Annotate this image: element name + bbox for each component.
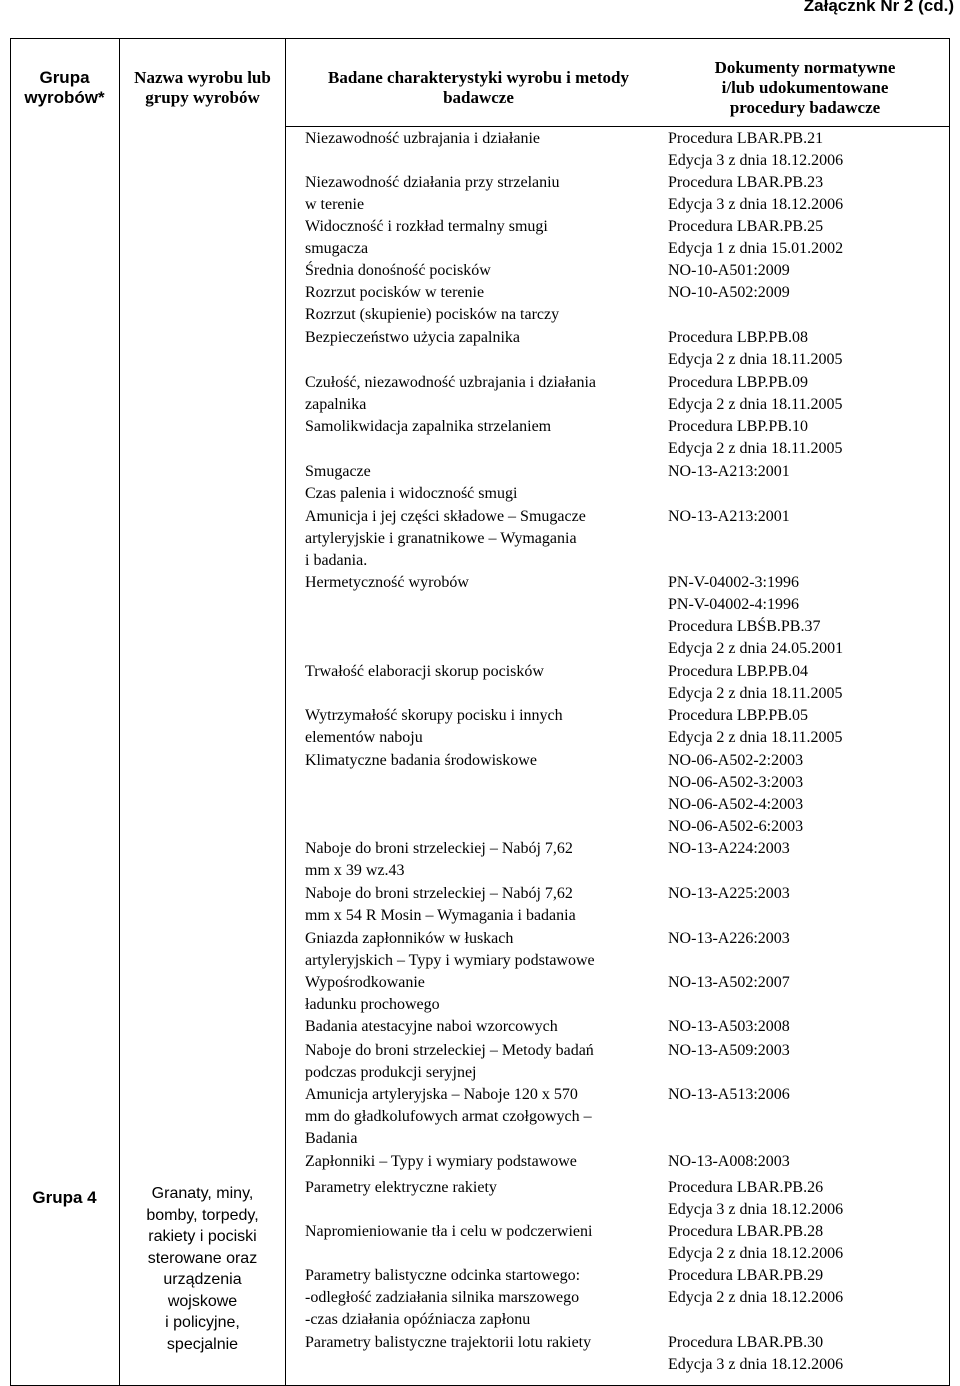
row-characteristic: Hermetyczność wyrobów: [305, 574, 469, 591]
product-name: Granaty, miny, bomby, torpedy, rakiety i pociski sterowane oraz urządzenia wojskowe i policyjne, specjalnie: [146, 1185, 259, 1353]
row-characteristic: Amunicja artyleryjska – Naboje 120 x 570 mm do gładkolufowych armat czołgowych – Badania: [305, 1086, 592, 1147]
row-documents: Procedura LBP.PB.04 Edycja 2 z dnia 18.11.2005: [668, 663, 843, 702]
row-characteristic: Zapłonniki – Typy i wymiary podstawowe: [305, 1153, 577, 1170]
row-documents: NO-13-A225:2003: [668, 885, 790, 902]
row-documents: Procedura LBP.PB.05 Edycja 2 z dnia 18.11.2005: [668, 707, 843, 746]
row-documents: Procedura LBAR.PB.26 Edycja 3 z dnia 18.12.2006: [668, 1179, 844, 1218]
row-documents: Procedura LBAR.PB.28 Edycja 2 z dnia 18.12.2006: [668, 1223, 844, 1262]
row-characteristic: Widoczność i rozkład termalny smugi smugacza: [305, 218, 548, 257]
row-characteristic: Czułość, niezawodność uzbrajania i działania zapalnika: [305, 374, 596, 413]
row-characteristic: Naboje do broni strzeleckiej – Metody badań podczas produkcji seryjnej: [305, 1042, 594, 1081]
row-characteristic: Parametry balistyczne odcinka startowego: -odległość zadziałania silnika marszowego -czas działania opóźniacza zapłonu: [305, 1267, 581, 1328]
row-characteristic: Badania atestacyjne naboi wzorcowych: [305, 1018, 558, 1035]
row-characteristic: Parametry elektryczne rakiety: [305, 1179, 497, 1196]
row-documents: Procedura LBP.PB.09 Edycja 2 z dnia 18.11.2005: [668, 374, 843, 413]
row-documents: NO-13-A008:2003: [668, 1153, 790, 1170]
row-characteristic: Parametry balistyczne trajektorii lotu rakiety: [305, 1334, 592, 1351]
header-group: Grupa wyrobów*: [24, 68, 105, 107]
row-characteristic: Bezpieczeństwo użycia zapalnika: [305, 329, 520, 346]
row-documents: PN-V-04002-3:1996 PN-V-04002-4:1996 Procedura LBŚB.PB.37 Edycja 2 z dnia 24.05.2001: [668, 574, 844, 657]
row-characteristic: Trwałość elaboracji skorup pocisków: [305, 663, 544, 680]
row-characteristic: Niezawodność działania przy strzelaniu w terenie: [305, 174, 560, 213]
row-documents: NO-10-A501:2009 NO-10-A502:2009: [668, 262, 790, 301]
row-characteristic: Gniazda zapłonników w łuskach artyleryjskich – Typy i wymiary podstawowe: [305, 930, 595, 969]
row-characteristic: Wytrzymałość skorupy pocisku i innych elementów naboju: [305, 707, 563, 746]
group-name: Grupa 4: [32, 1188, 97, 1207]
row-documents: NO-06-A502-2:2003 NO-06-A502-3:2003 NO-06-A502-4:2003 NO-06-A502-6:2003: [668, 752, 804, 835]
row-documents: NO-13-A502:2007: [668, 974, 790, 991]
column-divider: [285, 38, 286, 1386]
row-characteristic: Niezawodność uzbrajania i działanie: [305, 130, 540, 147]
row-documents: NO-13-A226:2003: [668, 930, 790, 947]
row-documents: NO-13-A513:2006: [668, 1086, 790, 1103]
header-product: Nazwa wyrobu lub grupy wyrobów: [134, 68, 271, 107]
row-documents: Procedura LBAR.PB.29 Edycja 2 z dnia 18.12.2006: [668, 1267, 844, 1306]
row-documents: Procedura LBAR.PB.21 Edycja 3 z dnia 18.12.2006: [668, 130, 844, 169]
row-documents: NO-13-A213:2001: [668, 508, 790, 525]
row-characteristic: Klimatyczne badania środowiskowe: [305, 752, 537, 769]
header-documents: Dokumenty normatywne i/lub udokumentowane procedury badawcze: [714, 58, 896, 117]
attachment-label: Załącznk Nr 2 (cd.): [803, 0, 954, 15]
row-characteristic: Smugacze Czas palenia i widoczność smugi: [305, 463, 518, 502]
row-characteristic: Napromieniowanie tła i celu w podczerwieni: [305, 1223, 593, 1240]
row-documents: Procedura LBP.PB.10 Edycja 2 z dnia 18.11.2005: [668, 418, 843, 457]
row-documents: NO-13-A224:2003: [668, 840, 790, 857]
row-documents: NO-13-A213:2001: [668, 463, 790, 480]
header-characteristics: Badane charakterystyki wyrobu i metody badawcze: [328, 68, 629, 107]
row-characteristic: Naboje do broni strzeleckiej – Nabój 7,62 mm x 54 R Mosin – Wymagania i badania: [305, 885, 576, 924]
row-documents: Procedura LBAR.PB.25 Edycja 1 z dnia 15.01.2002: [668, 218, 844, 257]
row-characteristic: Wypośrodkowanie ładunku prochowego: [305, 974, 440, 1013]
row-documents: Procedura LBAR.PB.30 Edycja 3 z dnia 18.12.2006: [668, 1334, 844, 1373]
row-documents: Procedura LBAR.PB.23 Edycja 3 z dnia 18.12.2006: [668, 174, 844, 213]
row-documents: Procedura LBP.PB.08 Edycja 2 z dnia 18.11.2005: [668, 329, 843, 368]
row-characteristic: Średnia donośność pocisków Rozrzut pocisków w terenie Rozrzut (skupienie) pocisków na tarczy: [305, 262, 560, 323]
row-characteristic: Samolikwidacja zapalnika strzelaniem: [305, 418, 552, 435]
row-documents: NO-13-A503:2008: [668, 1018, 790, 1035]
row-characteristic: Naboje do broni strzeleckiej – Nabój 7,62 mm x 39 wz.43: [305, 840, 573, 879]
row-documents: NO-13-A509:2003: [668, 1042, 790, 1059]
header-divider: [285, 126, 950, 127]
row-characteristic: Amunicja i jej części składowe – Smugacze artyleryjskie i granatnikowe – Wymagania i badania.: [305, 508, 586, 569]
